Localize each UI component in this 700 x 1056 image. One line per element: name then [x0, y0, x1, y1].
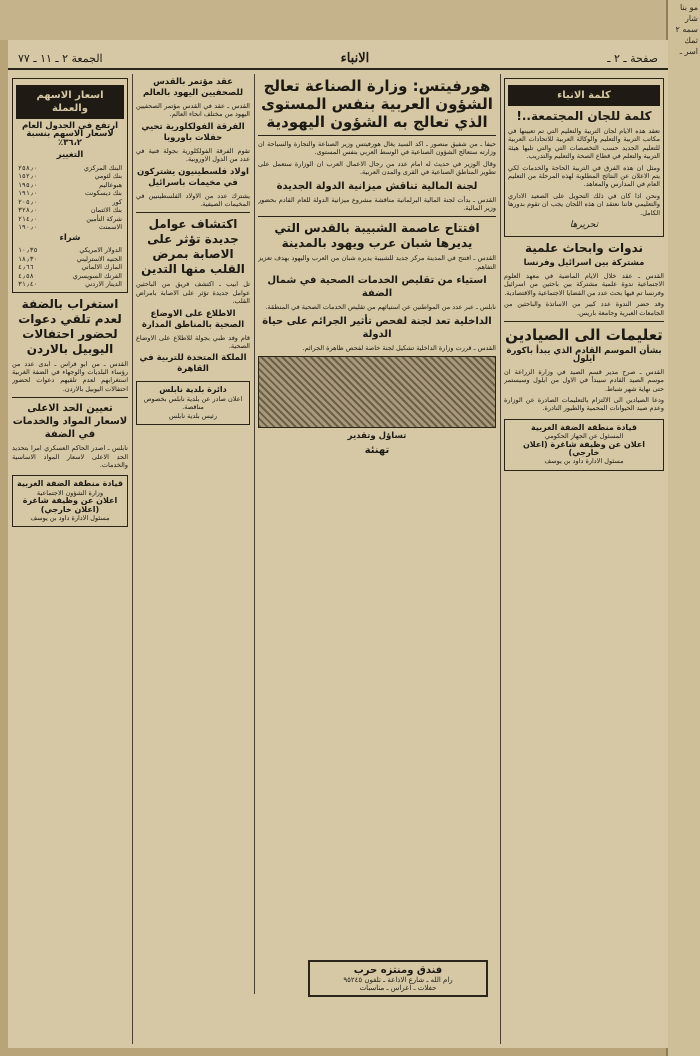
- table-row: [16, 172, 124, 181]
- editorial-paragraph: ومثل ان هذه الفرق في التربية الحاجة والخدمات لكي يتم الاعلان عن النتائج المطلوبة لهذه المرحلة من التعليم العام في المدارس والمعاهد.: [508, 163, 660, 189]
- column-1: [504, 74, 664, 1044]
- divider: [136, 212, 250, 213]
- table-row: [16, 255, 124, 264]
- rate-value: ١٨٫٣٠: [18, 254, 38, 263]
- ad-address: رام الله ـ شارع الاذاعة ـ تلفون ٩٥٢٤٥: [343, 976, 453, 984]
- stock-rates-table: [16, 164, 124, 232]
- adjacent-page-fragment: مو بنا شار سمه ٢ تمك اسر ـ: [675, 3, 698, 56]
- table-row: [16, 181, 124, 190]
- newspaper-name: الانباء: [340, 50, 370, 66]
- article-paragraph: القدس ـ عقد خلال الايام الماضية في معهد العلوم الاجتماعية ندوة علمية مشتركة بين باحثين من اسرائيل وفرنسا تم فيها بحث عدد من القضايا الاجتماعية والاقتصادية.: [504, 271, 664, 297]
- rate-value: ٤٫٦٦: [18, 263, 34, 272]
- rate-value: ٣١٫٤٠: [18, 280, 38, 289]
- municipal-notice: [136, 381, 250, 425]
- article-paragraph: القدس ـ صرح مدير قسم الصيد في وزارة الزراعة ان موسم الصيد القادم سيبدأ في الاول من ايلول وسيستمر حتى نهاية شهر شباط.: [504, 367, 664, 393]
- news-photo: [258, 356, 496, 428]
- editorial-signature: تحريرها: [569, 220, 599, 231]
- article-headline: افتتاح عاصمة الشبيبة بالقدس التي يديرها شبان عرب ويهود بالمدينة: [274, 221, 480, 251]
- table-row: [16, 164, 124, 173]
- rates-column-header: التغيير: [56, 150, 84, 161]
- article-subheadline: مشتركة بين اسرائيل وفرنسا: [523, 258, 645, 269]
- ad-title: قيادة منطقة الضفة الغربية: [17, 479, 123, 489]
- table-row: [16, 206, 124, 215]
- article-headline: تعيين الحد الاعلى لاسعار المواد والخدمات في الضفة: [12, 403, 128, 441]
- ad-signature: مسئول الادارة داود بن يوسف: [30, 514, 110, 522]
- rate-value: ٣٢٨٫٠: [18, 206, 38, 215]
- ad-text: اعلان صادر عن بلدية نابلس بخصوص مناقصة.: [143, 394, 243, 412]
- rate-name: الجنيه الاسترليني: [76, 254, 122, 263]
- rate-value: ١٩١٫٠: [18, 189, 38, 198]
- editorial-paragraph: تعقد هذه الايام لجان التربية والتعليم التي تم تعيينها في مكاتب التربية والتعليم والوكالة العربية للاتحادات العربية للتعليم الجديد حسب التخصصات التي والتي تليها هيئة التربية والتعلم في قطاع الصحة والتعليم والتدريب.: [508, 127, 660, 161]
- article-paragraph: ودعا الصيادين الى الالتزام بالتعليمات الصادرة عن الوزارة وعدم صيد الحيوانات المحمية والطيور النادرة.: [504, 395, 664, 413]
- article-paragraph: وقد حضر الندوة عدد كبير من الاساتذة والباحثين من الجامعات العبرية وجامعة باريس.: [504, 300, 664, 317]
- table-row: [16, 198, 124, 207]
- table-row: [16, 280, 124, 289]
- rates-summary: ارتفع في الجدول العام لاسعار الاسهم بنسبة ٣٦،٢٪: [21, 121, 119, 148]
- ad-signature: رئيس بلدية نابلس: [168, 411, 218, 420]
- rate-value: ١٥٢٫٠: [18, 172, 38, 181]
- ad-text: اعلان عن وظيفة شاغرة (اعلان خارجي): [22, 496, 118, 514]
- rate-name: شركة التأمين: [86, 214, 122, 223]
- page-number: صفحة ـ ٢ ـ: [607, 51, 658, 65]
- article-subheadline: بشأن الموسم القادم الذي يبدأ باكورة ايلول: [506, 345, 662, 365]
- editorial-label: كلمة الانباء: [508, 85, 660, 106]
- job-advertisement: [12, 475, 128, 527]
- article-headline: الداخلية تعد لجنة لفحص تأثير الجرائم على حياة الدولة: [262, 315, 492, 340]
- column-3: [136, 74, 250, 1044]
- article-paragraph: قام وفد طبي بجولة للاطلاع على الاوضاع الصحية.: [136, 333, 250, 351]
- lead-headline: هورفيتس: وزارة الصناعة تعالج الشؤون العربية بنفس المستوى الذي تعالج به الشؤون اليهودية: [261, 77, 493, 131]
- ad-title: قيادة منطقة الضفة الغربية: [531, 422, 637, 432]
- rate-value: ١٩٥٫٠: [18, 180, 38, 189]
- rate-name: هبوعاليم: [99, 180, 122, 189]
- masthead: [8, 48, 668, 70]
- article-paragraph: تقوم الفرقة الفولكلورية بجولة فنية في عدد من الدول الاوروبية.: [136, 146, 250, 164]
- column-rule: [132, 74, 133, 1044]
- article-headline: استياء من تقليص الخدمات الصحية في شمال الضفة: [267, 275, 487, 300]
- article-paragraph: يشترك عدد من الاولاد الفلسطينيين في المخيمات الصيفية.: [136, 191, 250, 209]
- stock-rates-box: [12, 78, 128, 293]
- rate-value: ٢٥٨٫٠: [18, 163, 38, 172]
- article-paragraph: القدس ـ عقد في القدس مؤتمر الصحفيين اليهود من مختلف انحاء العالم.: [136, 102, 250, 119]
- divider: [258, 216, 496, 217]
- ad-services: حفلات ـ اعراس ـ مناسبات: [359, 984, 437, 992]
- rates-title: اسعار الاسهم والعملة: [16, 85, 124, 119]
- article-headline: اولاد فلسطينيون يشتركون في مخيمات باسرائيل: [137, 166, 249, 188]
- ad-title: دائرة بلدية نابلس: [159, 385, 227, 395]
- editorial-box: [504, 78, 664, 237]
- article-headline: استغراب بالضفة لعدم تلقي دعوات لحضور احتفالات اليوبيل بالاردن: [18, 296, 122, 356]
- rate-name: الدينار الاردني: [85, 280, 122, 289]
- article-headline: الاطلاع على الاوضاع الصحية بالمناطق المدارة: [141, 308, 245, 330]
- rate-name: بنك لئومي: [94, 172, 122, 181]
- article-paragraph: تل ابيب ـ اكتشف فريق من الباحثين عوامل جديدة تؤثر على الاصابة بامراض القلب.: [136, 280, 250, 306]
- article-headline: اكتشاف عوامل جديدة تؤثر على الاصابة بمرض القلب منها التدين: [141, 217, 245, 277]
- rate-value: ٤٫٥٨: [18, 271, 34, 280]
- ad-title: فندق ومنتزه حرب: [353, 965, 443, 976]
- article-headline: تعليمات الى الصيادين: [505, 325, 663, 344]
- article-paragraph: القدس ـ من ابو فراس ـ ابدى عدد من رؤساء البلديات والوجهاء في الضفة الغربية استغرابهم لعدم تلقيهم دعوات لحضور احتفالات اليوبيل بالاردن.: [12, 359, 128, 393]
- newspaper-page: [8, 40, 668, 1048]
- article-headline: عقد مؤتمر بالقدس للصحفيين اليهود بالعالم: [142, 77, 244, 98]
- article-paragraph: القدس ـ بدأت لجنة المالية البرلمانية مناقشة مشروع ميزانية الدولة للعام القادم بحضور وزير المالية.: [258, 195, 496, 213]
- article-headline: لجنة المالية تناقش ميزانية الدولة الجديدة: [276, 180, 478, 192]
- column-rule: [254, 74, 255, 994]
- rate-value: ٢١٤٫٠: [18, 214, 38, 223]
- article-paragraph: نابلس ـ اصدر الحاكم العسكري امرا بتحديد الحد الاعلى لاسعار المواد الاساسية والخدمات.: [12, 444, 128, 469]
- divider: [258, 135, 496, 136]
- ad-signature: مسئول الادارة داود بن يوسف: [544, 457, 624, 466]
- column-2: [258, 74, 496, 994]
- rate-name: بنك ديسكونت: [85, 189, 122, 198]
- editorial-paragraph: ونحن اذا كان في ذلك التحويل على الصعيد الاداري والتعليمي فاننا نعتقد ان هذه اللجان يجب ان تقوم بدورها الكامل.: [508, 191, 660, 217]
- table-row: [16, 263, 124, 272]
- currency-rates-table: [16, 246, 124, 289]
- ad-text: اعلان عن وظيفة شاغرة (اعلان خارجي): [522, 439, 646, 457]
- rate-name: الفرنك السويسري: [72, 271, 122, 280]
- article-headline: الفرقة الفولكلورية تحيي حفلات باوروبا: [141, 121, 245, 143]
- photo-caption: تساؤل وتقدير: [347, 431, 407, 442]
- column-rule: [500, 74, 501, 1044]
- currency-column-header: شراء: [59, 232, 81, 243]
- article-paragraph: القدس ـ افتتح في المدينة مركز جديد للشبيبة يديره شبان من العرب واليهود بهدف تعزيز التفاهم.: [258, 254, 496, 271]
- divider: [504, 321, 664, 322]
- page-top-binding: [0, 0, 700, 40]
- table-row: [16, 223, 124, 232]
- job-advertisement: [504, 419, 664, 471]
- table-row: [16, 272, 124, 281]
- table-row: [16, 215, 124, 224]
- article-paragraph: القدس ـ قررت وزارة الداخلية تشكيل لجنة خاصة لفحص ظاهرة الجرائم.: [302, 343, 496, 352]
- column-4: [12, 74, 128, 1044]
- table-row: [16, 189, 124, 198]
- rate-value: ١٩٠٫٠: [18, 223, 38, 232]
- article-paragraph: حيفا ـ من شفيق منصور ـ اكد السيد يغال هورفيتس وزير الصناعة والتجارة والسياحة ان وزارته ستعالج الشؤون الصناعية في الوسط العربي بنفس المستوى.: [258, 140, 496, 157]
- table-row: [16, 246, 124, 255]
- congratulations-headline: تهنئة: [364, 445, 390, 457]
- rate-name: الدولار الامريكي: [79, 246, 122, 255]
- rate-name: الاسمنت: [98, 223, 122, 232]
- rate-value: ٢٠٥٫٠: [18, 197, 38, 206]
- rate-name: البنك المركزي: [83, 163, 122, 172]
- divider: [12, 397, 128, 398]
- rate-name: كور: [112, 197, 122, 206]
- article-paragraph: وقال الوزير في حديث له امام عدد من رجال الاعمال العرب ان الوزارة ستعمل على تطوير المناطق الصناعية في القرى والمدن العربية.: [258, 159, 496, 177]
- editorial-headline: كلمة للجان المجتمعة..!: [516, 109, 652, 123]
- article-paragraph: نابلس ـ عبر عدد من المواطنين عن استيائهم من تقليص الخدمات الصحية في المنطقة.: [265, 303, 496, 312]
- ad-subtitle: المسئول عن الجهاز الحكومي: [544, 432, 624, 441]
- rate-value: ١٠٫٣٥: [18, 246, 38, 255]
- rate-name: بنك الائتمان: [90, 206, 122, 215]
- adjacent-page-edge: [666, 0, 700, 1056]
- rate-name: المارك الالماني: [81, 263, 122, 272]
- issue-date: الجمعة ٢ ـ ١١ ـ ٧٧: [18, 51, 103, 65]
- hotel-advertisement: [308, 960, 488, 997]
- article-headline: ندوات وابحاث علمية: [524, 241, 644, 256]
- article-headline: الملكة المتحدة للتربية في القاهرة: [139, 353, 247, 375]
- ad-subtitle: وزارة الشؤون الاجتماعية: [36, 488, 104, 497]
